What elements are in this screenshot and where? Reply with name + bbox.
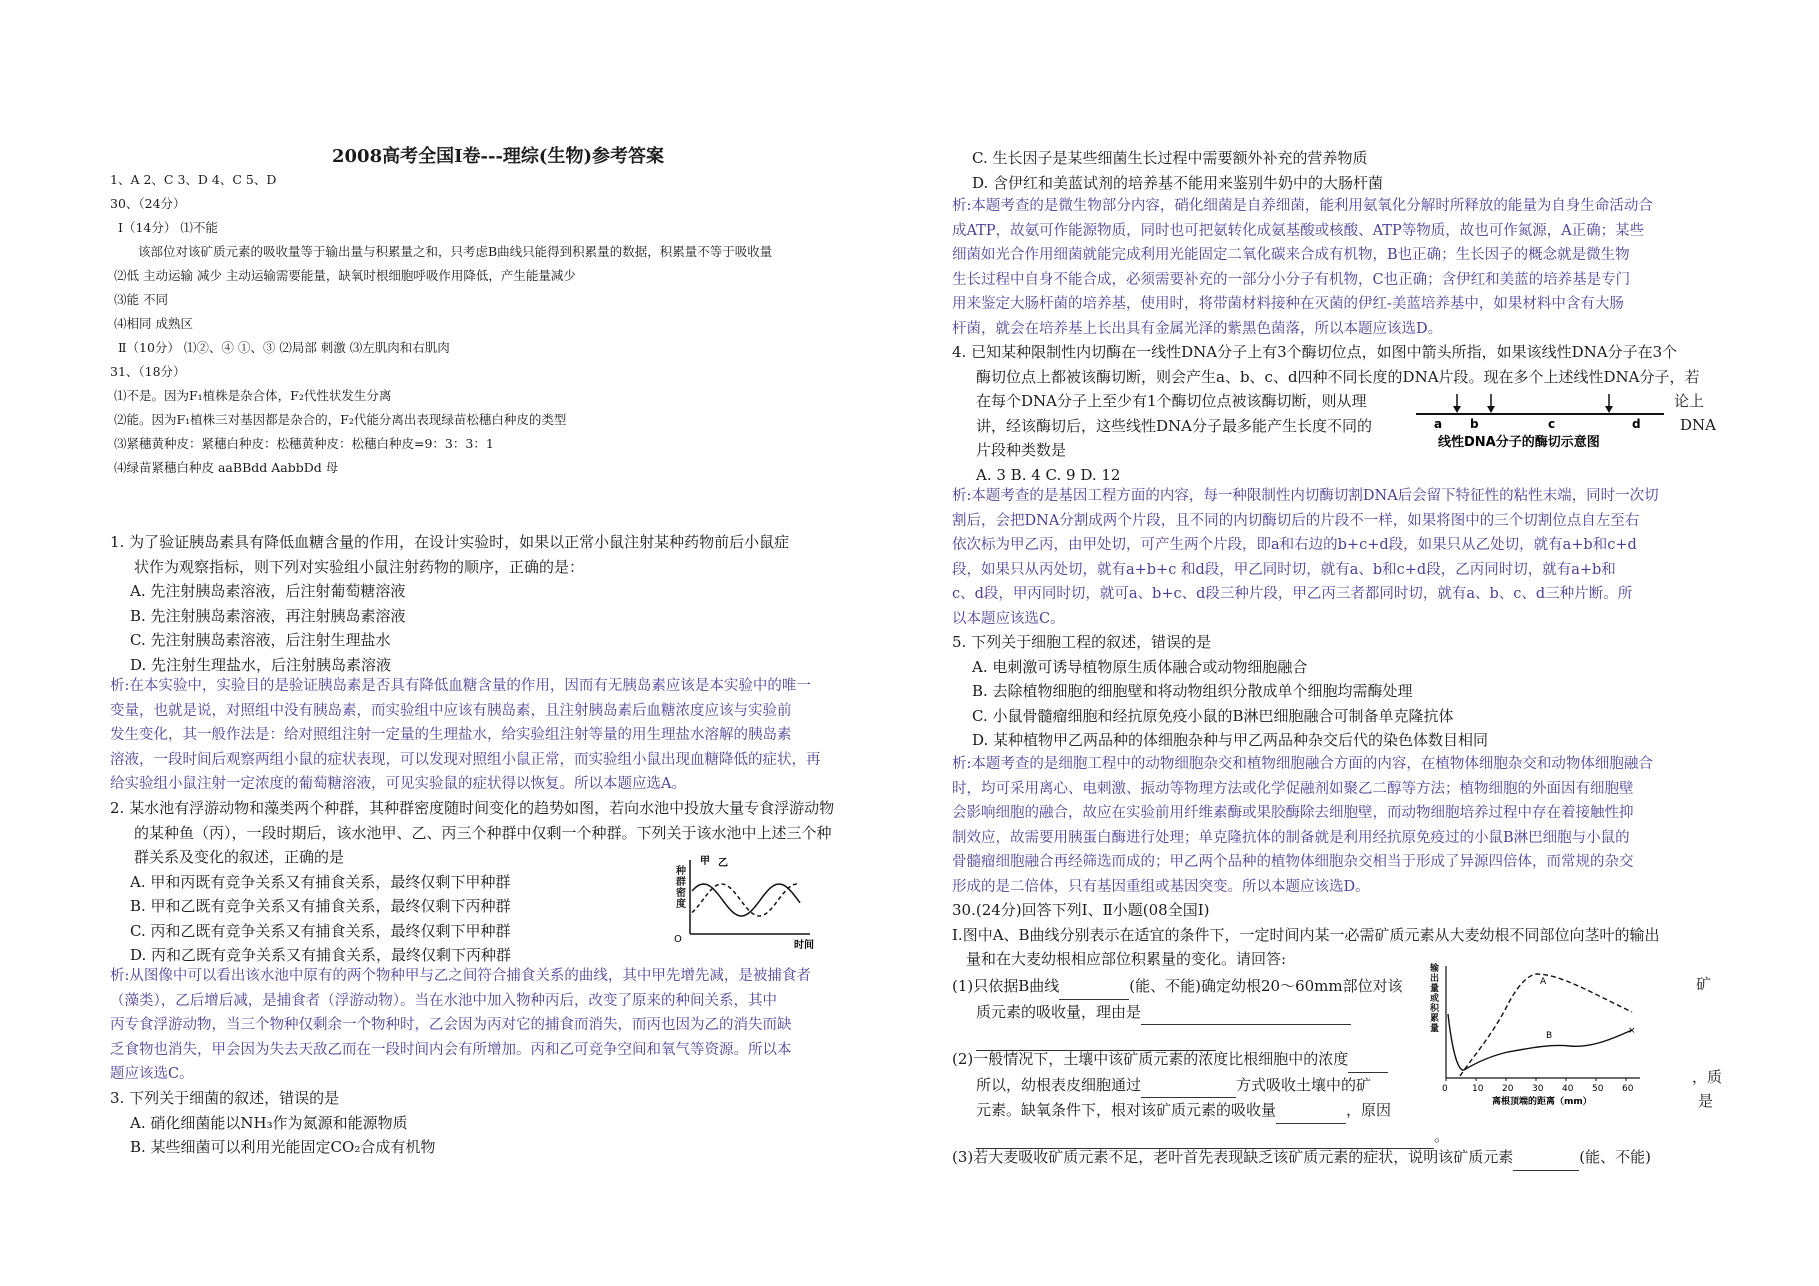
- answer-30-head: 30、（24分）: [110, 196, 186, 211]
- dna-diagram-caption: 线性DNA分子的酶切示意图: [1438, 435, 1600, 450]
- q30-p3-text-b: (能、不能): [1579, 1148, 1651, 1166]
- q4-options: A. 3 B. 4 C. 9 D. 12: [976, 465, 1121, 484]
- q3-exp-line: 细菌如光合作用细菌就能完成利用光能固定二氧化碳来合成有机物，B也正确；生长因子的概念就是微生物: [952, 247, 1630, 264]
- chart-curves: [1448, 974, 1636, 1076]
- q1-exp-line: 析:在本实验中，实验目的是验证胰岛素是否具有降低血糖含量的作用，因而有无胰岛素应该是本实验中的唯一: [110, 678, 811, 694]
- cut-arrow-3: [1605, 394, 1613, 413]
- q2-explanation: [110, 964, 811, 1087]
- q30-p2-text-b: 所以，幼根表皮细胞通过: [976, 1075, 1142, 1094]
- q30-side-zhi: ，质: [1692, 1068, 1723, 1086]
- q1-option-d: D. 先注射生理盐水，后注射胰岛素溶液: [130, 655, 392, 674]
- q1-exp-line: 发生变化，其一般作法是：给对照组注射一定量的生理盐水，给实验组注射等量的用生理盐水溶解的胰岛素: [110, 727, 792, 744]
- curve-jia: [692, 884, 800, 916]
- q1-option-b: B. 先注射胰岛素溶液，再注射胰岛素溶液: [130, 606, 406, 625]
- q3-option-d: D. 含伊红和美蓝试剂的培养基不能用来鉴别牛奶中的大肠杆菌: [972, 173, 1384, 192]
- curve-end-marker: ×: [1628, 1026, 1636, 1036]
- q4-side-2: DNA: [1680, 416, 1716, 434]
- q3-option-c: C. 生长因子是某些细菌生长过程中需要额外补充的营养物质: [972, 149, 1368, 167]
- x-axis-ticks: [1442, 1078, 1634, 1094]
- series-b-label: B: [1546, 1031, 1553, 1041]
- q30-p2-text-a: (2)一般情况下，土壤中该矿质元素的浓度比根细胞中的浓度: [952, 1050, 1349, 1068]
- series-yi-label: 乙: [718, 858, 728, 869]
- q30-p2-text-c: 方式吸收土壤中的矿: [1236, 1075, 1372, 1094]
- question-1: [110, 530, 789, 677]
- q5-exp-line: 时，均可采用离心、电刺激、振动等物理方法或化学促融剂如聚乙二醇等方法；植物细胞的外面因有细胞壁: [952, 780, 1634, 797]
- q30-p2-text-e: ，原因: [1346, 1101, 1392, 1119]
- q5-option-d: D. 某种植物甲乙两品种的体细胞杂种与甲乙两品种杂交后代的染色体数目相同: [972, 731, 1489, 749]
- q4-exp-line: 依次标为甲乙丙，由甲处切，可产生两个片段，即a和右边的b+c+d段，如果只从乙处切，就有a+b和c+d: [952, 537, 1637, 554]
- answer-choices: 1、A 2、C 3、D 4、C 5、D: [110, 172, 277, 187]
- curve-b: [1448, 1014, 1632, 1070]
- q3-exp-line: 用来鉴定大肠杆菌的培养基，使用时，将带菌材料接种在灭菌的伊红-美蓝培养基中，如果材料中含有大肠: [952, 296, 1624, 313]
- answer-30-5: ⑷相同 成熟区: [114, 316, 193, 331]
- x-tick-label: 30: [1532, 1084, 1544, 1094]
- chart-x-label: 时间: [794, 940, 814, 951]
- series-a-label: A: [1540, 977, 1547, 987]
- q4-explanation: [952, 484, 1659, 632]
- q5-exp-line: 析:本题考查的是细胞工程中的动物细胞杂交和植物细胞融合方面的内容，在植物体细胞杂交和动物体细胞融合: [952, 756, 1653, 772]
- dna-cut-diagram: [1410, 390, 1670, 460]
- population-density-chart: [670, 852, 820, 952]
- q3-exp-line: 成ATP，故氨可作能源物质，同时也可把氨转化成氨基酸或核酸、ATP等物质，故也可作氮源，A正确；某些: [952, 222, 1645, 239]
- q3-exp-line: 生长过程中自身不能合成，必须需要补充的一部分小分子有机物，C也正确；含伊红和美蓝的培养基是专门: [952, 271, 1631, 288]
- series-jia-label: 甲: [700, 856, 710, 867]
- chart-y-label: 输出量或积累量: [1430, 964, 1440, 1034]
- q2-stem-3: 群关系及变化的叙述，正确的是: [134, 848, 345, 866]
- q30-part-3: [952, 1145, 1651, 1171]
- chart-x-label: 离根顶端的距离（mm）: [1492, 1097, 1592, 1107]
- q4-exp-line: c、d段，甲丙同时切，就可a、b+c、d段三种片段，甲乙丙三者都同时切，就有a、b、c、d三种片断。所: [952, 586, 1633, 603]
- q4-stem-2: 酶切位点上都被该酶切断，则会产生a、b、c、d四种不同长度的DNA片段。现在多个上述线性DNA分子，若: [976, 367, 1700, 386]
- q30-p1-text-b: (能、不能)确定幼根20～60mm部位对该: [1129, 977, 1403, 995]
- q3-option-b: B. 某些细菌可以利用光能固定CO₂合成有机物: [130, 1138, 436, 1156]
- answer-30-6: Ⅱ（10分） ⑴②、④ ①、③ ⑵局部 刺激 ⑶左肌肉和右肌肉: [118, 340, 450, 355]
- q2-stem-1: 2. 某水池有浮游动物和藻类两个种群，其种群密度随时间变化的趋势如图，若向水池中投放大量专食浮游动物: [110, 799, 835, 817]
- q1-exp-line: 变量，也就是说，对照组中没有胰岛素，而实验组中应该有胰岛素，且注射胰岛素后血糖浓度应该与实验前: [110, 702, 792, 719]
- q2-exp-line: 析:从图像中可以看出该水池中原有的两个物种甲与乙之间符合捕食关系的曲线，其中甲先增先减，是被捕食者: [110, 968, 811, 984]
- q5-option-a: A. 电刺激可诱导植物原生质体融合或动物细胞融合: [972, 657, 1308, 676]
- answer-31-2: ⑵能。因为F₁植株三对基因都是杂合的，F₂代能分离出表现绿苗松穗白种皮的类型: [114, 412, 567, 427]
- q3-option-a: A. 硝化细菌能以NH₃作为氮源和能源物质: [130, 1113, 408, 1132]
- q5-explanation: [952, 752, 1653, 900]
- q4-exp-line: 以本题应该选C。: [952, 610, 1065, 627]
- q30-intro-2: 量和在大麦幼根相应部位积累量的变化。请回答:: [966, 950, 1287, 968]
- absorption-chart: [1420, 958, 1680, 1108]
- q2-option-c: C. 丙和乙既有竞争关系又有捕食关系，最终仅剩下甲种群: [130, 921, 511, 940]
- answer-30-4: ⑶能 不同: [114, 292, 168, 307]
- q30-p2-blank-3[interactable]: [1276, 1098, 1346, 1124]
- q2-exp-line: 题应该选C。: [110, 1066, 194, 1083]
- q30-p2-blank-1[interactable]: [1348, 1047, 1388, 1073]
- q2-option-a: A. 甲和丙既有竞争关系又有捕食关系，最终仅剩下甲种群: [130, 872, 511, 891]
- q2-exp-line: 丙专食浮游动物，当三个物种仅剩余一个物种时，乙会因为丙对它的捕食而消失，而丙也因为乙的消失而缺: [110, 1017, 792, 1034]
- q1-stem-2: 状作为观察指标，则下列对实验组小鼠注射药物的顺序，正确的是：: [134, 557, 585, 576]
- answer-30-3: ⑵低 主动运输 减少 主动运输需要能量，缺氧时根细胞呼吸作用降低，产生能量减少: [114, 268, 576, 283]
- q30-p2-blank-2[interactable]: [1141, 1073, 1236, 1099]
- q30-p1-blank-2[interactable]: [1141, 1000, 1351, 1026]
- q4-side-1: 论上: [1674, 392, 1705, 410]
- cut-arrow-1: [1453, 394, 1461, 413]
- q30-side-shi: 是: [1698, 1092, 1714, 1110]
- question-5: [952, 630, 1488, 753]
- q2-exp-line: （藻类），乙后增后减，是捕食者（浮游动物）。当在水池中加入物种丙后，改变了原来的种间关系，其中: [110, 992, 777, 1009]
- x-tick-label: 50: [1592, 1084, 1604, 1094]
- q5-exp-line: 会影响细胞的融合，故应在实验前用纤维素酶或果胶酶除去细胞壁，而动物细胞培养过程中存在着接触性抑: [952, 805, 1634, 822]
- q1-exp-line: 溶液，一段时间后观察两组小鼠的症状表现，可以发现对照组小鼠正常，而实验组小鼠出现血糖降低的症状，再: [110, 751, 821, 768]
- x-tick-label: 40: [1562, 1084, 1574, 1094]
- q30-p2-text-d: 元素。缺氧条件下，根对该矿质元素的吸收量: [976, 1101, 1277, 1119]
- q4-exp-line: 段，如果只从丙处切，就有a+b+c 和d段，甲乙同时切，就有a、b和c+d段，乙丙同时切，就有a+b和: [952, 561, 1616, 578]
- q5-exp-line: 骨髓瘤细胞融合再经筛选而成的；甲乙两个品种的植物体细胞杂交相当于形成了异源四倍体，而常规的杂交: [952, 854, 1634, 871]
- q5-stem: 5. 下列关于细胞工程的叙述，错误的是: [952, 633, 1212, 651]
- page-title: 2008高考全国Ⅰ卷---理综(生物)参考答案: [332, 146, 664, 167]
- q4-stem-5: 片段种类数是: [976, 441, 1067, 459]
- answer-31-4: ⑷绿苗紧穗白种皮 aaBBdd AabbDd 母: [114, 460, 339, 475]
- q1-exp-line: 给实验组小鼠注射一定浓度的葡萄糖溶液，可见实验鼠的症状得以恢复。所以本题应选A。: [110, 776, 686, 793]
- q30-p3-text-a: (3)若大麦吸收矿质元素不足，老叶首先表现缺乏该矿质元素的症状，说明该矿质元素: [952, 1148, 1514, 1166]
- chart-y-label: 种群密度: [676, 866, 686, 910]
- curve-yi: [692, 884, 800, 916]
- q4-stem-1: 4. 已知某种限制性内切酶在一线性DNA分子上有3个酶切位点，如图中箭头所指，如果该线性DNA分子在3个: [952, 343, 1678, 361]
- q30-intro-1: Ⅰ.图中A、B曲线分别表示在适宜的条件下，一定时间内某一必需矿质元素从大麦幼根不同部位向茎叶的输出: [952, 925, 1660, 944]
- answer-31-3: ⑶紧穗黄种皮：紧穗白种皮：松穗黄种皮：松穗白种皮=9：3：3：1: [114, 436, 494, 451]
- q30-p1-text-c: 质元素的吸收量，理由是: [976, 1002, 1142, 1021]
- q30-p1-text-a: (1)只依据B曲线: [952, 977, 1060, 995]
- q5-exp-line: 形成的是二倍体，只有基因重组或基因突变。所以本题应该选D。: [952, 878, 1370, 895]
- q3-exp-line: 析:本题考查的是微生物部分内容，硝化细菌是自养细菌，能利用氨氧化分解时所释放的能量为自身生命活动合: [952, 198, 1653, 214]
- x-tick-label: 0: [1442, 1084, 1448, 1094]
- segment-d-label: d: [1632, 417, 1641, 431]
- q30-side-kuang: 矿: [1696, 975, 1712, 993]
- q1-option-a: A. 先注射胰岛素溶液，后注射葡萄糖溶液: [130, 582, 406, 600]
- q30-part-1: [952, 974, 1403, 1051]
- segment-c-label: c: [1548, 417, 1556, 431]
- q4-exp-line: 析:本题考查的是基因工程方面的内容，每一种限制性内切酶切割DNA后会留下特征性的粘性末端，同时一次切: [952, 488, 1659, 504]
- q5-exp-line: 制效应，故需要用胰蛋白酶进行处理；单克隆抗体的制备就是利用经抗原免疫过的小鼠B淋巴细胞与小鼠的: [952, 829, 1630, 846]
- x-tick-label: 60: [1622, 1084, 1634, 1094]
- answer-31-head: 31、（18分）: [110, 364, 186, 379]
- q30-p3-blank[interactable]: [1513, 1145, 1579, 1171]
- answer-30-2: 该部位对该矿质元素的吸收量等于输出量与积累量之和，只考虑B曲线只能得到积累量的数据，积累量不等于吸收量: [138, 244, 773, 259]
- cut-arrow-2: [1487, 394, 1495, 413]
- q3-exp-line: 杆菌，就会在培养基上长出具有金属光泽的紫黑色菌落，所以本题应该选D。: [952, 320, 1443, 337]
- answer-30-1: Ⅰ（14分） ⑴不能: [118, 220, 218, 235]
- segment-a-label: a: [1434, 417, 1443, 431]
- q2-option-b: B. 甲和乙既有竞争关系又有捕食关系，最终仅剩下丙种群: [130, 897, 511, 915]
- x-tick-label: 20: [1502, 1084, 1514, 1094]
- chart-origin: O: [674, 934, 682, 945]
- q3-explanation: [952, 194, 1653, 342]
- q4-stem-3: 在每个DNA分子上至少有1个酶切位点被该酶切断，则从理: [976, 392, 1367, 410]
- q4-exp-line: 割后，会把DNA分割成两个片段，且不同的内切酶切后的片段不一样，如果将图中的三个切割位点自左至右: [952, 512, 1640, 529]
- q2-stem-2: 的某种鱼（丙），一段时期后，该水池甲、乙、丙三个种群中仅剩一个种群。下列关于该水池中上述三个种: [134, 823, 832, 842]
- curve-a: [1460, 974, 1632, 1076]
- x-tick-label: 10: [1472, 1084, 1484, 1094]
- q1-option-c: C. 先注射胰岛素溶液，后注射生理盐水: [130, 631, 391, 649]
- question-3: [110, 1086, 435, 1160]
- chart-curves: [692, 884, 800, 916]
- q30-part-2: (2)一般情况下，土壤中该矿质元素的浓度比根细胞中的浓度 所以，幼根表皮细胞通过 方式吸收土壤中的矿 元素。缺氧条件下，根对该矿质元素的吸收量 ，原因 。: [952, 1047, 1449, 1149]
- q30-head: 30.(24分)回答下列Ⅰ、Ⅱ小题(08全国Ⅰ): [952, 901, 1210, 919]
- q2-option-d: D. 丙和乙既有竞争关系又有捕食关系，最终仅剩下丙种群: [130, 946, 512, 964]
- segment-b-label: b: [1470, 417, 1479, 431]
- question-3-cont: [952, 146, 1383, 195]
- q3-stem: 3. 下列关于细菌的叙述，错误的是: [110, 1089, 340, 1107]
- q2-exp-line: 乏食物也消失，甲会因为失去天敌乙而在一段时间内会有所增加。丙和乙可竞争空间和氧气等资源。所以本: [110, 1041, 792, 1058]
- q1-stem-1: 1. 为了验证胰岛素具有降低血糖含量的作用，在设计实验时，如果以正常小鼠注射某种药物前后小鼠症: [110, 533, 790, 551]
- q4-stem-4: 讲，经该酶切后，这些线性DNA分子最多能产生长度不同的: [976, 416, 1372, 435]
- answer-31-1: ⑴不是。因为F₁植株是杂合体，F₂代性状发生分离: [114, 388, 392, 403]
- q5-option-c: C. 小鼠骨髓瘤细胞和经抗原免疫小鼠的B淋巴细胞融合可制备单克隆抗体: [972, 706, 1454, 725]
- q1-explanation: [110, 674, 821, 797]
- q5-option-b: B. 去除植物细胞的细胞壁和将动物组织分散成单个细胞均需酶处理: [972, 682, 1413, 700]
- q30-p1-blank-1[interactable]: [1059, 974, 1129, 1000]
